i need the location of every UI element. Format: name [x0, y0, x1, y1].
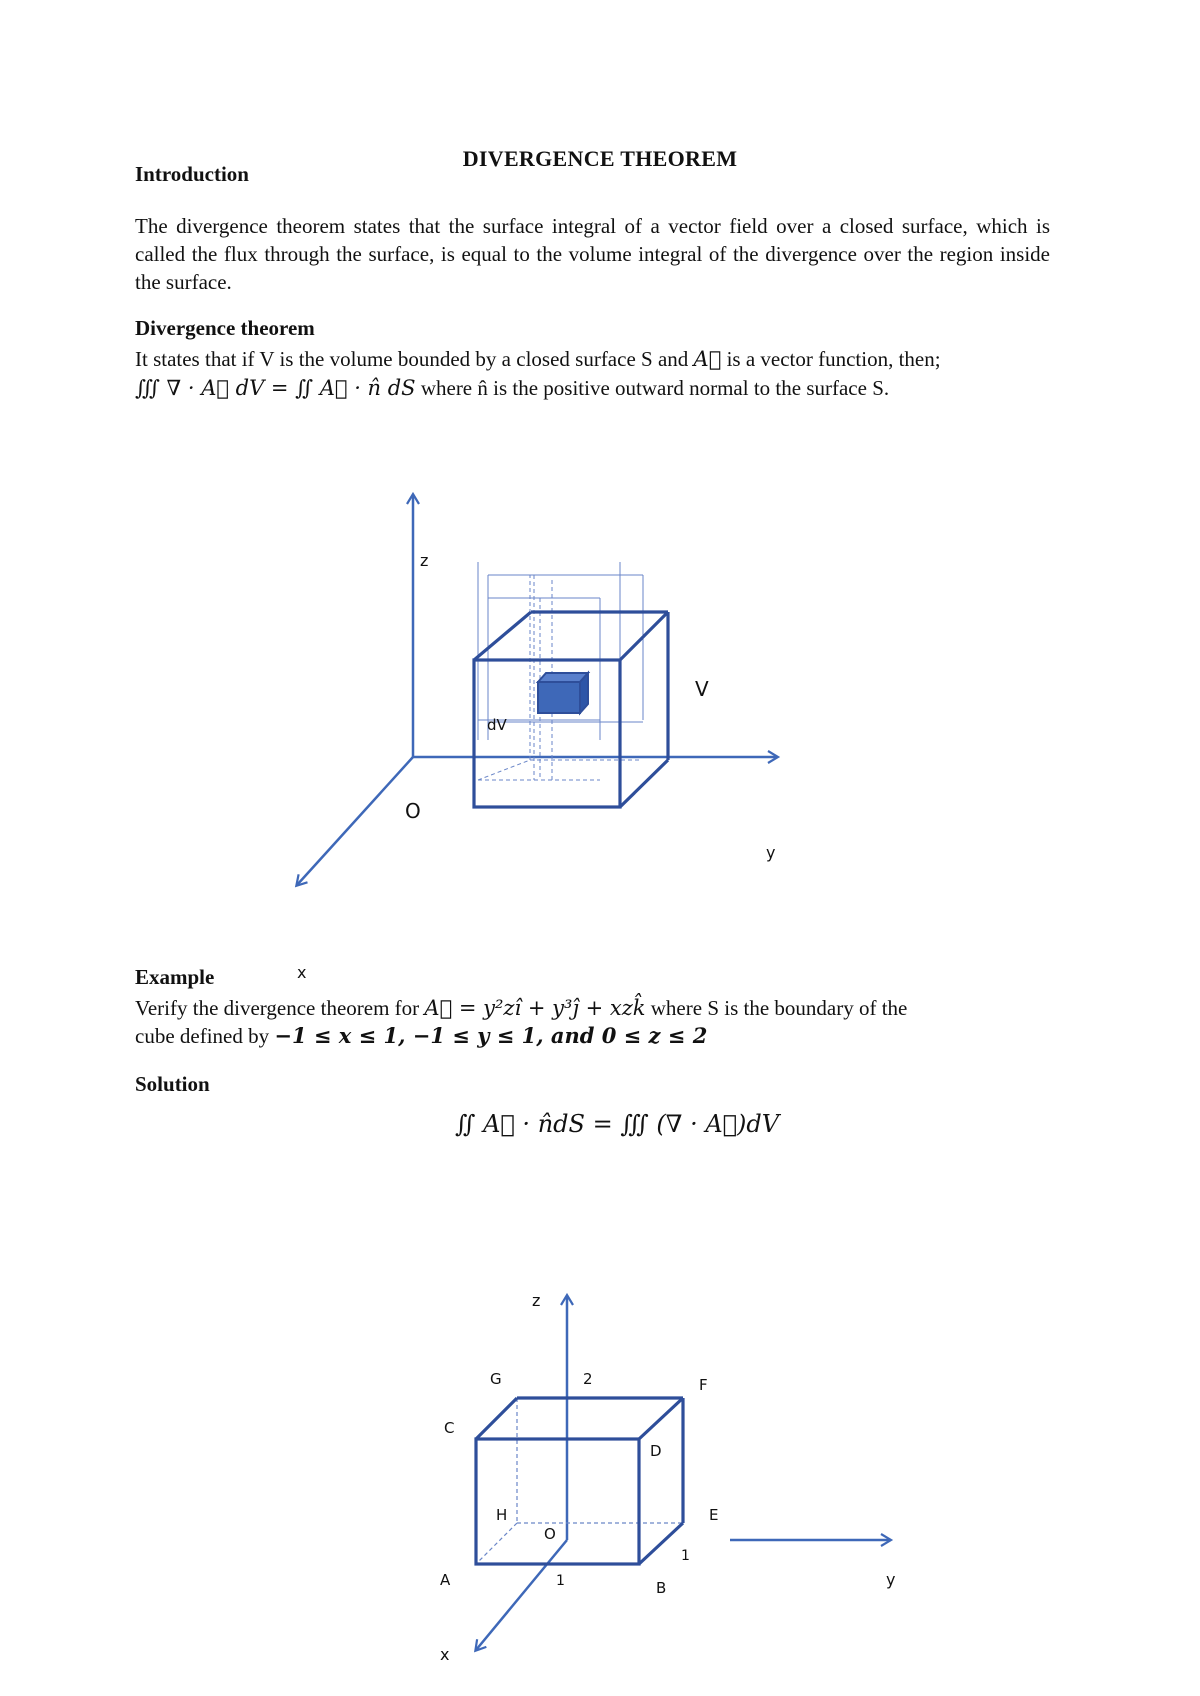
solution-cube — [476, 1398, 683, 1564]
example-line1-post: where S is the boundary of the — [645, 996, 908, 1020]
vertex-a-label: A — [440, 1571, 451, 1589]
fig1-y-label: y — [766, 843, 776, 862]
vertex-h-label: H — [496, 1506, 508, 1524]
example-vector-field: A⃗ = y²zî + y³ĵ + xzk̂ — [424, 996, 646, 1020]
vertex-f-label: F — [699, 1376, 708, 1394]
fig2-x-label: x — [440, 1645, 450, 1664]
fig1-dv-label: dV — [487, 716, 507, 734]
fig1-x-label: x — [297, 963, 307, 982]
example-heading: Example — [135, 965, 215, 989]
solution-heading: Solution — [135, 1072, 210, 1096]
vector-a-symbol: A⃗ — [693, 347, 722, 371]
intro-paragraph: The divergence theorem states that the surface integral of a vector field over a closed surface, which is called the flux through the surface, is equal to the volume integral of the divergence over the region inside the surface. — [135, 214, 1050, 294]
fig1-v-label: V — [695, 677, 709, 701]
cube-bounds: −1 ≤ x ≤ 1, −1 ≤ y ≤ 1, and 0 ≤ z ≤ 2 — [274, 1023, 708, 1048]
fig2-x-axis — [476, 1540, 567, 1650]
solution-equation: ∬ A⃗ · n̂dS = ∭ (∇ · A⃗)dV — [455, 1110, 780, 1138]
vertex-e-label: E — [709, 1506, 719, 1524]
theorem-heading: Divergence theorem — [135, 316, 315, 340]
vertex-g-label: G — [490, 1370, 502, 1388]
vertex-d-label: D — [650, 1442, 662, 1460]
example-line1-pre: Verify the divergence theorem for — [135, 996, 425, 1020]
fig2-origin-label: O — [544, 1525, 556, 1543]
theorem-line1-pre: It states that if V is the volume bounded by a closed surface S and — [135, 347, 694, 371]
width-one-label: 1 — [681, 1548, 690, 1564]
fig1-origin-label: O — [405, 799, 421, 823]
divergence-formula: ∭ ∇ · A⃗ dV = ∬ A⃗ · n̂ dS — [135, 376, 416, 400]
vertex-b-label: B — [656, 1579, 667, 1597]
theorem-line1-post: is a vector function, then; — [721, 347, 941, 371]
fig2-y-label: y — [886, 1570, 896, 1589]
intro-heading: Introduction — [135, 162, 249, 186]
theorem-line2-post: where n̂ is the positive outward normal to the surface S. — [415, 376, 890, 400]
fig2-z-label: z — [532, 1291, 541, 1310]
length-one-label: 1 — [556, 1573, 565, 1589]
height-two-label: 2 — [583, 1370, 593, 1388]
vertex-c-label: C — [444, 1419, 455, 1437]
cube-hidden-edges — [476, 1398, 683, 1564]
page-title: DIVERGENCE THEOREM — [462, 146, 738, 171]
example-line2-pre: cube defined by — [135, 1024, 275, 1048]
fig1-z-label: z — [420, 551, 429, 570]
